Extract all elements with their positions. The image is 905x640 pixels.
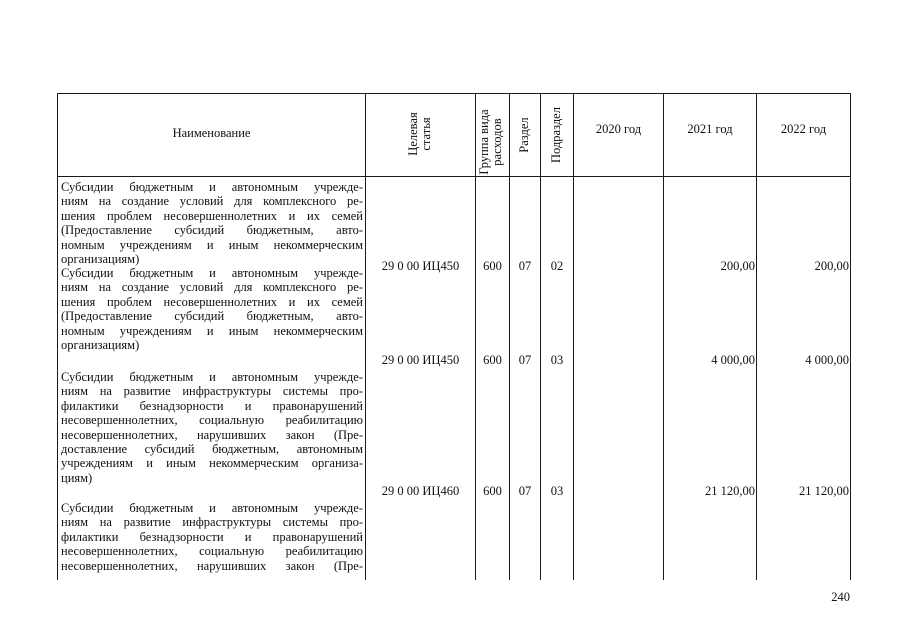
row-1-amount-2022: 200,00: [814, 259, 849, 273]
header-name: Наименование: [172, 126, 251, 140]
page-number: 240: [831, 590, 850, 604]
header-subsection: Подраздел: [549, 107, 563, 163]
row-2-subsection: 03: [550, 353, 564, 367]
column-divider: [365, 93, 366, 580]
header-2021: 2021 год: [687, 122, 733, 136]
row-1-subsection: 02: [550, 259, 564, 273]
table-border: [850, 93, 851, 580]
header-bottom-border: [57, 176, 851, 177]
row-3-description: Субсидии бюджетным и автономным учрежде- ниям на развитие инфраструктуры системы про- филактики безнадзорности и правонарушений несовершеннолетних, социальную реабилитацию несовершеннолетних, нарушивших закон (Пре- доставление субсидий бюджетным, автономным учреждениям и иным некоммерческим организа- циям): [61, 370, 363, 485]
column-divider: [475, 93, 476, 580]
row-3-amount-2022: 21 120,00: [799, 484, 849, 498]
row-2-target-code: 29 0 00 ИЦ450: [381, 353, 460, 367]
row-1-amount-2021: 200,00: [720, 259, 755, 273]
header-section: Раздел: [517, 117, 531, 153]
row-3-subsection: 03: [550, 484, 564, 498]
row-2-amount-2022: 4 000,00: [805, 353, 849, 367]
column-divider: [573, 93, 574, 580]
row-2-expense-group: 600: [483, 353, 502, 367]
column-divider: [540, 93, 541, 580]
table-top-border: [57, 93, 851, 94]
header-2020: 2020 год: [595, 122, 642, 136]
row-3-amount-2021: 21 120,00: [705, 484, 755, 498]
row-3-target-code: 29 0 00 ИЦ460: [381, 484, 460, 498]
header-2022: 2022 год: [780, 122, 827, 136]
column-divider: [509, 93, 510, 580]
row-3-section: 07: [518, 484, 532, 498]
column-divider: [663, 93, 664, 580]
row-1-expense-group: 600: [483, 259, 502, 273]
row-2-section: 07: [518, 353, 532, 367]
column-divider: [756, 93, 757, 580]
header-expense-group: Группа вида расходов: [477, 109, 504, 175]
row-1-description: Субсидии бюджетным и автономным учрежде- ниям на создание условий для комплексного ре- шения проблем несовершеннолетних и их семей (Предоставление субсидий бюджетным, авто- номным учреждениям и иным некоммерческим организациям): [61, 180, 363, 267]
row-3-expense-group: 600: [483, 484, 502, 498]
table-border: [57, 93, 58, 580]
header-target-item: Целевая статья: [406, 112, 433, 156]
row-2-amount-2021: 4 000,00: [711, 353, 755, 367]
row-2-description: Субсидии бюджетным и автономным учрежде- ниям на создание условий для комплексного ре- шения проблем несовершеннолетних и их семей (Предоставление субсидий бюджетным, авто- номным учреждениям и иным некоммерческим организациям): [61, 266, 363, 353]
row-1-target-code: 29 0 00 ИЦ450: [381, 259, 460, 273]
row-4-description: Субсидии бюджетным и автономным учрежде- ниям на развитие инфраструктуры системы про- филактики безнадзорности и правонарушений несовершеннолетних, социальную реабилитацию несовершеннолетних, нарушивших закон (Пре-: [61, 501, 363, 573]
row-1-section: 07: [518, 259, 532, 273]
